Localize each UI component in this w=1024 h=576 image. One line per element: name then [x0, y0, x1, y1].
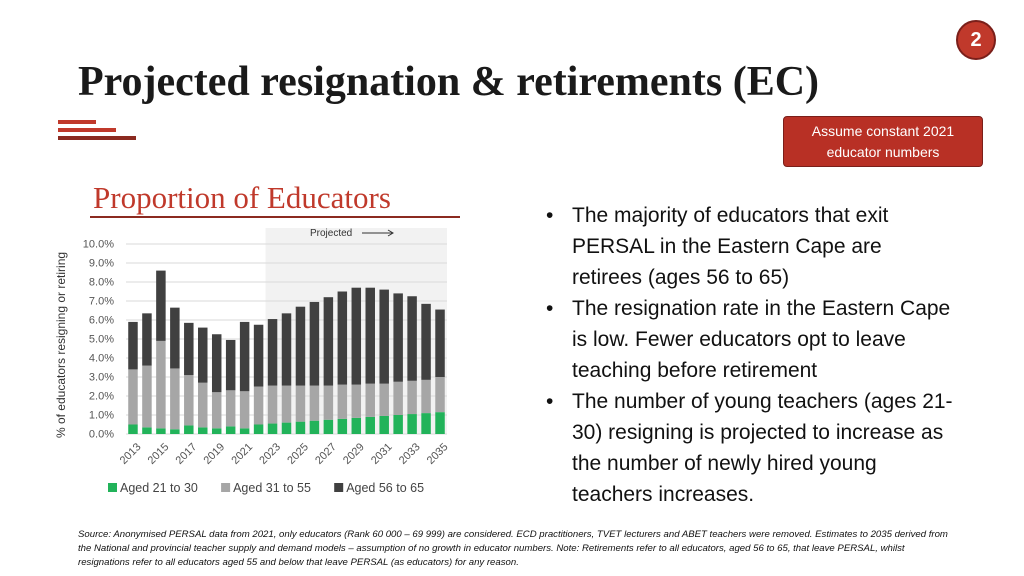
bar-segment: [198, 427, 207, 434]
bar-segment: [352, 288, 361, 385]
bar-segment: [296, 386, 305, 422]
y-tick-label: 3.0%: [88, 371, 114, 384]
bar-segment: [212, 428, 221, 434]
bar-segment: [296, 422, 305, 434]
bar-segment: [421, 304, 430, 380]
bar-segment: [268, 386, 277, 424]
bar-segment: [435, 310, 444, 377]
bar-segment: [156, 428, 165, 434]
bar-segment: [254, 425, 263, 435]
x-tick-label: 2031: [368, 441, 395, 467]
bar-segment: [421, 413, 430, 434]
x-tick-label: 2013: [117, 441, 144, 467]
legend-label: Aged 31 to 55: [233, 481, 311, 495]
source-note: Source: Anonymised PERSAL data from 2021, only educators (Rank 60 000 – 69 999) are considered. ECD practitioners, TVET lecturers and ABET teachers were removed. Estimates to 2035 derived from the National and provincial teacher supply and demand models – assumption of no growth in educator numbers. Note: Retirements refer to all educators, aged 56 to 65, that leave PERSAL, whilst resignations refer to all educators aged 55 and below that leave PERSAL (as educators) for any reason.: [78, 529, 948, 568]
decoration-bar-2: [58, 128, 116, 132]
bar-segment: [156, 271, 165, 341]
bar-segment: [240, 391, 249, 428]
bar-segment: [254, 325, 263, 387]
bar-segment: [170, 368, 179, 429]
bar-segment: [128, 322, 137, 370]
key-point: • The resignation rate in the Eastern Cape is low. Fewer educators opt to leave teaching before retirement: [546, 293, 956, 386]
bar-segment: [142, 366, 151, 428]
bar-segment: [128, 369, 137, 424]
legend-label: Aged 56 to 65: [346, 481, 425, 495]
y-tick-label: 6.0%: [88, 314, 114, 327]
bar-segment: [156, 341, 165, 428]
bar-segment: [407, 381, 416, 414]
x-tick-label: 2033: [396, 441, 423, 467]
bar-segment: [254, 387, 263, 425]
bar-segment: [393, 293, 402, 381]
bar-segment: [212, 392, 221, 428]
bar-segment: [393, 382, 402, 415]
x-tick-label: 2017: [173, 441, 200, 467]
bar-segment: [310, 386, 319, 421]
x-tick-label: 2025: [285, 441, 312, 467]
chart-title-underline: [90, 216, 460, 218]
bar-segment: [170, 429, 179, 434]
legend-swatch: [334, 483, 343, 492]
y-axis-ticks: [83, 239, 114, 441]
bar-segment: [338, 292, 347, 385]
bar-segment: [379, 384, 388, 416]
legend-swatch: [108, 483, 117, 492]
legend-swatch: [221, 483, 230, 492]
bar-segment: [282, 423, 291, 434]
chart-title: Proportion of Educators: [93, 180, 391, 215]
bar-segment: [184, 323, 193, 375]
bar-segment: [226, 426, 235, 434]
decoration-bar-1: [58, 120, 96, 124]
x-tick-label: 2023: [257, 441, 284, 467]
chart-legend: [108, 481, 424, 495]
y-tick-label: 2.0%: [88, 390, 114, 403]
decoration-bar-3: [58, 136, 136, 140]
key-points-list: [546, 200, 956, 510]
bar-segment: [296, 307, 305, 386]
page-number-badge: 2: [956, 20, 996, 60]
y-axis-label: % of educators resigning or retiring: [54, 251, 68, 439]
y-tick-label: 10.0%: [82, 238, 114, 251]
bar-segment: [268, 424, 277, 434]
bar-segment: [365, 288, 374, 384]
bar-segment: [240, 322, 249, 391]
bar-segment: [282, 386, 291, 423]
y-tick-label: 8.0%: [88, 276, 114, 289]
bar-segment: [170, 308, 179, 369]
x-tick-label: 2019: [201, 441, 228, 467]
x-tick-label: 2035: [424, 441, 451, 467]
bar-segment: [198, 328, 207, 383]
x-tick-label: 2015: [145, 441, 172, 467]
bar-segment: [226, 390, 235, 426]
bar-segment: [184, 375, 193, 425]
y-tick-label: 9.0%: [88, 257, 114, 270]
x-tick-label: 2029: [341, 441, 367, 467]
y-tick-label: 5.0%: [88, 333, 114, 346]
bar-segment: [435, 377, 444, 412]
bar-segment: [324, 420, 333, 434]
y-tick-label: 7.0%: [88, 295, 114, 308]
bar-segment: [324, 386, 333, 420]
bar-segment: [226, 340, 235, 390]
bar-segment: [421, 380, 430, 413]
bar-segment: [365, 384, 374, 417]
x-tick-label: 2021: [229, 441, 256, 467]
bar-segment: [212, 334, 221, 392]
bar-segment: [338, 419, 347, 434]
title-decoration: [58, 120, 138, 142]
bar-segment: [184, 425, 193, 434]
bar-segment: [407, 296, 416, 381]
y-tick-label: 1.0%: [88, 409, 114, 422]
y-tick-label: 4.0%: [88, 352, 114, 365]
bar-segment: [240, 428, 249, 434]
bar-segment: [379, 416, 388, 434]
key-point: • The number of young teachers (ages 21-30) resigning is projected to increase as the number of newly hired young teachers increases.: [546, 386, 956, 510]
bar-segment: [393, 415, 402, 434]
key-point: • The majority of educators that exit PERSAL in the Eastern Cape are retirees (ages 56 to 65): [546, 200, 956, 293]
bar-segment: [310, 302, 319, 386]
slide-title: Projected resignation & retirements (EC): [78, 59, 820, 105]
legend-label: Aged 21 to 30: [120, 481, 198, 495]
bar-segment: [365, 417, 374, 434]
bar-segment: [407, 414, 416, 434]
y-tick-label: 0.0%: [88, 428, 114, 441]
bar-segment: [379, 290, 388, 384]
bar-segment: [435, 412, 444, 434]
assumption-callout: Assume constant 2021 educator numbers: [783, 116, 983, 167]
x-tick-label: 2027: [313, 441, 339, 467]
bar-segment: [198, 383, 207, 428]
stacked-bar-chart: [50, 220, 460, 510]
bar-segment: [282, 313, 291, 385]
bar-segment: [268, 319, 277, 386]
bar-segment: [142, 427, 151, 434]
projected-label: Projected: [310, 228, 353, 239]
bar-segment: [352, 418, 361, 434]
bar-segment: [324, 297, 333, 385]
x-axis-ticks: [118, 441, 451, 467]
bar-segment: [338, 385, 347, 419]
bar-segment: [128, 425, 137, 435]
bar-segment: [310, 421, 319, 434]
bar-segment: [142, 313, 151, 365]
bar-segment: [352, 385, 361, 418]
